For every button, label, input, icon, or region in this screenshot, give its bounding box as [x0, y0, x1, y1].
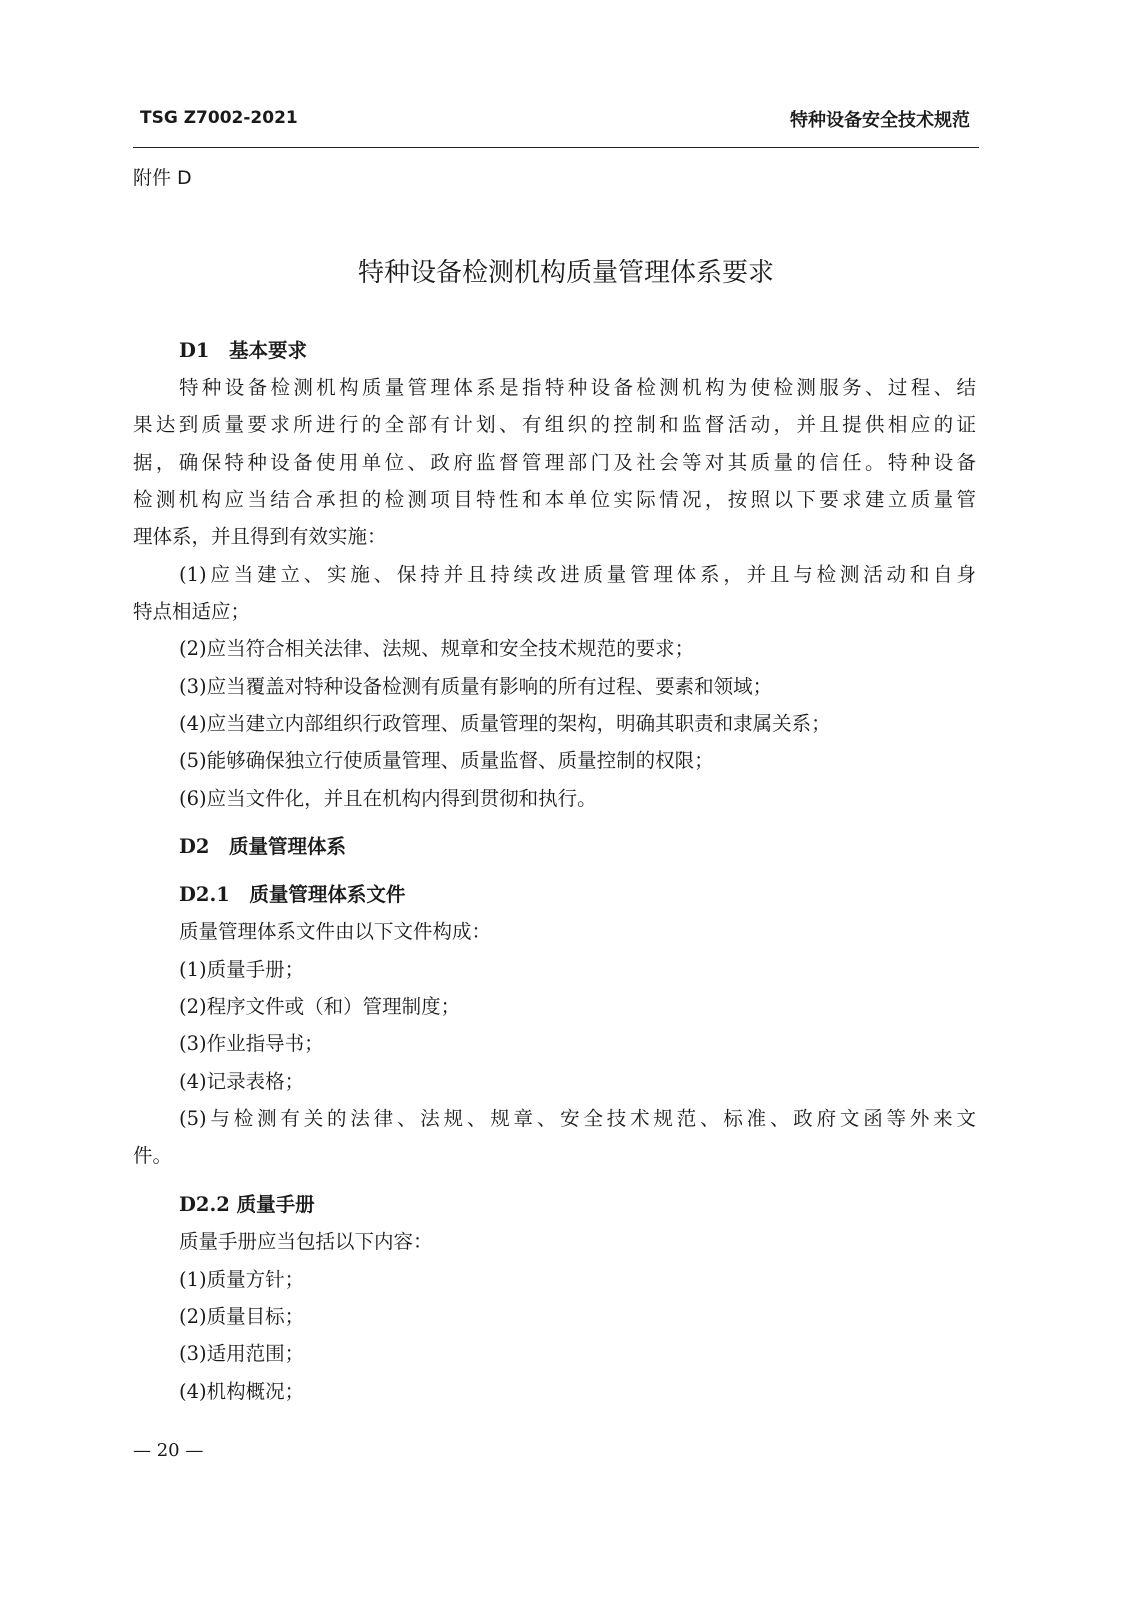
section-heading-d2: D2 质量管理体系: [179, 835, 346, 858]
paragraph-line: 据，确保特种设备使用单位、政府监督管理部门及社会等对其质量的信任。特种设备: [133, 451, 976, 474]
header-rule: [133, 147, 979, 148]
page-number: — 20 —: [133, 1440, 204, 1461]
list-item: (5)与检测有关的法律、法规、规章、安全技术规范、标准、政府文函等外来文: [179, 1107, 976, 1130]
list-item: (1)质量方针；: [179, 1268, 305, 1291]
list-item: (2)程序文件或（和）管理制度；: [179, 995, 461, 1018]
paragraph-line: 特种设备检测机构质量管理体系是指特种设备检测机构为使检测服务、过程、结: [179, 376, 976, 399]
paragraph-line: 质量手册应当包括以下内容：: [179, 1230, 433, 1253]
list-item: (1)应当建立、实施、保持并且持续改进质量管理体系，并且与检测活动和自身: [179, 563, 976, 586]
list-item: (6)应当文件化，并且在机构内得到贯彻和执行。: [179, 787, 597, 810]
list-item-continuation: 件。: [133, 1144, 173, 1167]
list-item: (3)适用范围；: [179, 1342, 305, 1365]
list-item-continuation: 特点相适应；: [133, 600, 251, 623]
header-code: TSG Z7002-2021: [140, 108, 298, 128]
list-item: (2)质量目标；: [179, 1305, 305, 1328]
paragraph-line: 理体系，并且得到有效实施：: [133, 525, 387, 548]
subsection-heading-d2-2: D2.2 质量手册: [179, 1193, 315, 1216]
header-title: 特种设备安全技术规范: [790, 110, 970, 131]
list-item: (3)应当覆盖对特种设备检测有质量有影响的所有过程、要素和领域；: [179, 675, 773, 698]
subsection-heading-d2-1: D2.1 质量管理体系文件: [179, 883, 406, 906]
page-title: 特种设备检测机构质量管理体系要求: [357, 258, 774, 288]
section-heading-d1: D1 基本要求: [179, 339, 307, 362]
paragraph-line: 检测机构应当结合承担的检测项目特性和本单位实际情况，按照以下要求建立质量管: [133, 488, 976, 511]
list-item: (4)机构概况；: [179, 1380, 305, 1403]
list-item: (2)应当符合相关法律、法规、规章和安全技术规范的要求；: [179, 637, 695, 660]
list-item: (4)记录表格；: [179, 1070, 305, 1093]
paragraph-line: 果达到质量要求所进行的全部有计划、有组织的控制和监督活动，并且提供相应的证: [133, 413, 976, 436]
annex-label: 附件 D: [133, 167, 192, 189]
list-item: (5)能够确保独立行使质量管理、质量监督、质量控制的权限；: [179, 749, 714, 772]
list-item: (1)质量手册；: [179, 958, 305, 981]
paragraph-line: 质量管理体系文件由以下文件构成：: [179, 920, 492, 943]
list-item: (4)应当建立内部组织行政管理、质量管理的架构，明确其职责和隶属关系；: [179, 712, 831, 735]
list-item: (3)作业指导书；: [179, 1032, 324, 1055]
